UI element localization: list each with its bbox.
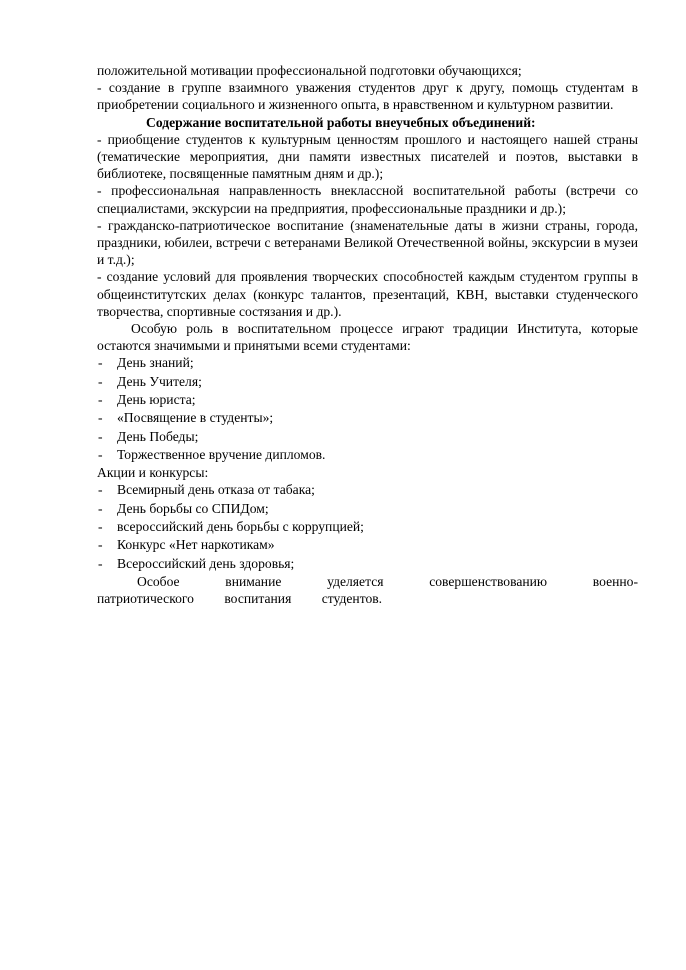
- list-item: - всероссийский день борьбы с коррупцией;: [97, 518, 638, 536]
- list-item: - День Победы;: [97, 428, 638, 446]
- intro-line: положительной мотивации профессиональной подготовки обучающихся;: [97, 63, 522, 78]
- list-item: - Конкурс «Нет наркотикам»: [97, 536, 638, 554]
- document-page: [97, 62, 638, 607]
- section-item-patriotic: - гражданско-патриотическое воспитание (знаменательные даты в жизни страны, города, праздники, юбилеи, встречи с ветеранами Великой Отечественной войны, экскурсии в музеи и т.д.);: [97, 217, 638, 268]
- list-item: - Всемирный день отказа от табака;: [97, 481, 638, 499]
- actions-label: Акции и конкурсы:: [97, 465, 209, 481]
- list-item: - День юриста;: [97, 391, 638, 409]
- list-item: - Всероссийский день здоровья;: [97, 555, 638, 573]
- section-item-culture: - приобщение студентов к культурным ценностям прошлого и настоящего нашей страны (тематические мероприятия, дни памяти известных писателей и поэтов, выставки в библиотеке, посвященные памятным дням и др.);: [97, 131, 638, 182]
- closing-paragraph: Особое внимание уделяется совершенствованию военно-патриотического воспитания студентов.: [97, 573, 638, 607]
- list-item: - День знаний;: [97, 354, 638, 372]
- traditions-list: [97, 354, 638, 464]
- list-item: - Торжественное вручение дипломов.: [97, 446, 638, 464]
- list-item: - «Посвящение в студенты»;: [97, 409, 638, 427]
- intro-item: - создание в группе взаимного уважения студентов друг к другу, помощь студентам в приобретении социального и жизненного опыта, в нравственном и культурном развитии.: [97, 80, 638, 113]
- list-item: - День борьбы со СПИДом;: [97, 500, 638, 518]
- section-item-creative: - создание условий для проявления творческих способностей каждым студентом группы в общеинститутских делах (конкурс талантов, презентаций, КВН, выставки студенческого творчества, спортивные состязания и др.).: [97, 269, 638, 319]
- traditions-intro: Особую роль в воспитательном процессе играют традиции Института, которые остаются значимыми и принятыми всеми студентами:: [97, 321, 638, 354]
- list-item: - День Учителя;: [97, 373, 638, 391]
- section-item-professional: - профессиональная направленность внеклассной воспитательной работы (встречи со специалистами, экскурсии на предприятия, профессиональные праздники и др.);: [97, 183, 638, 216]
- section-heading: Содержание воспитательной работы внеучебных объединений:: [146, 114, 536, 130]
- actions-list: [97, 481, 638, 572]
